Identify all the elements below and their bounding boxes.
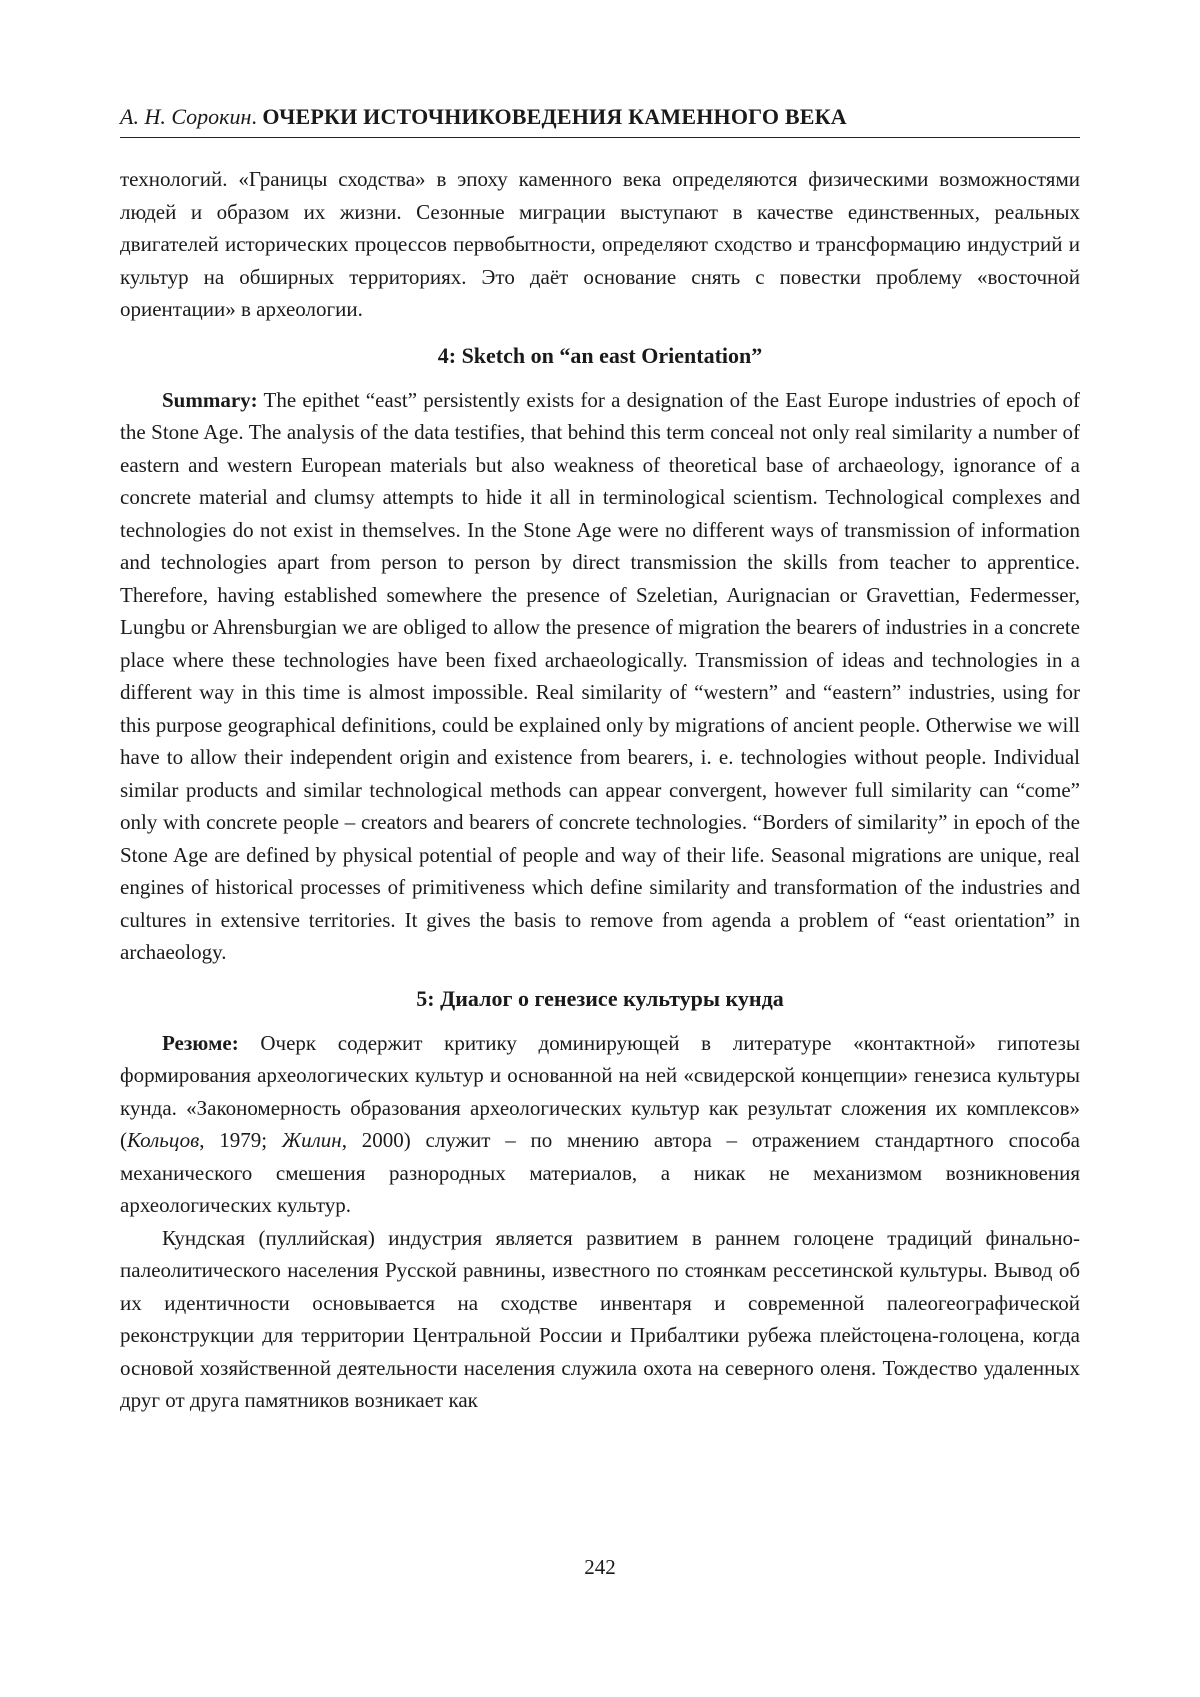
section-5-resume — [120, 1027, 1080, 1222]
citation-koltsov: Кольцов — [127, 1128, 200, 1152]
resume-text-2: , 1979; — [199, 1128, 282, 1152]
summary-label: Summary: — [162, 387, 258, 412]
section-5-title: 5: Диалог о генезисе культуры кунда — [416, 985, 784, 1011]
header-separator: . — [251, 104, 263, 129]
section-5-paragraph-2: Кундская (пуллийская) индустрия является развитием в раннем голоцене традиций финально-палеолитического населения Русской равнины, известного по стоянкам рессетинской культуры. Вывод об их идентичности основывается на сходстве инвентаря и современной палеогеографической реконструкции для территории Центральной России и Прибалтики рубежа плейстоцена-голоцена, когда основой хозяйственной деятельности населения служила охота на северного оленя. Тождество удаленных друг от друга памятников возникает как — [120, 1225, 1080, 1412]
citation-zhilin: Жилин — [281, 1128, 342, 1152]
document-page — [120, 0, 1080, 1697]
running-header — [120, 103, 1080, 138]
resume-label: Резюме: — [162, 1030, 239, 1055]
header-author: А. Н. Сорокин — [120, 104, 252, 129]
header-book-title: ОЧЕРКИ ИСТОЧНИКОВЕДЕНИЯ КАМЕННОГО ВЕКА — [262, 104, 847, 129]
summary-text: The epithet “east” persistently exists for a designation of the East Europe industries of epoch of the Stone Age. The analysis of the data testifies, that behind this term conceal not only real similarity a number of eastern and western European materials but also weakness of theoretical base of archaeology, ignorance of a concrete material and clumsy attempts to hide it all in terminological scientism. Technological complexes and technologies do not exist in themselves. In the Stone Age were no different ways of transmission of information and technologies apart from person to person by direct transmission the skills from teacher to apprentice. Therefore, having established somewhere the presence of Szeletian, Aurignacian or Gravettian, Federmesser, Lungbu or Ahrensburgian we are obliged to allow the presence of migration the bearers of industries in a concrete place where these technologies have been fixed archaeologically. Transmission of ideas and technologies in a different way in this time is almost impossible. Real similarity of “western” and “eastern” industries, using for this purpose geographical definitions, could be explained only by migrations of ancient people. Otherwise we will have to allow their independent origin and existence from bearers, i. e. technologies without people. Individual similar products and similar technological methods can appear convergent, however full similarity can “come” only with concrete people – creators and bearers of concrete technologies. “Borders of similarity” in epoch of the Stone Age are defined by physical potential of people and way of their life. Seasonal migrations are unique, real engines of historical processes of primitiveness which define similarity and transformation of the industries and cultures in extensive territories. It gives the basis to remove from agenda a problem of “east orientation” in archaeology. — [120, 387, 1080, 964]
page-number: 242 — [584, 1555, 616, 1579]
resume-text-1: Очерк содержит критику доминирующей в литературе «контактной» гипотезы формирования археологических культур и основанной на ней «свидерской концепции» генезиса культуры кунда. «Закономерность образования археологических культур как результат сложения их комплексов» ( — [120, 1030, 1080, 1152]
body-text — [120, 163, 1080, 1417]
section-4-title: 4: Sketch on “an east Orientation” — [437, 342, 763, 368]
resume-text-3: , 2000) служит – по мнению автора – отражением стандартного способа механического смешения разнородных материалов, а никак не механизмом возникновения археологических культур. — [120, 1128, 1080, 1217]
continuation-paragraph: технологий. «Границы сходства» в эпоху каменного века определяются физическими возможностями людей и образом их жизни. Сезонные миграции выступают в качестве единственных, реальных двигателей исторических процессов первобытности, определяют сходство и трансформацию индустрий и культур на обширных территориях. Это даёт основание снять с повестки проблему «восточной ориентации» в археологии. — [120, 167, 1080, 321]
section-4-summary — [120, 384, 1080, 969]
